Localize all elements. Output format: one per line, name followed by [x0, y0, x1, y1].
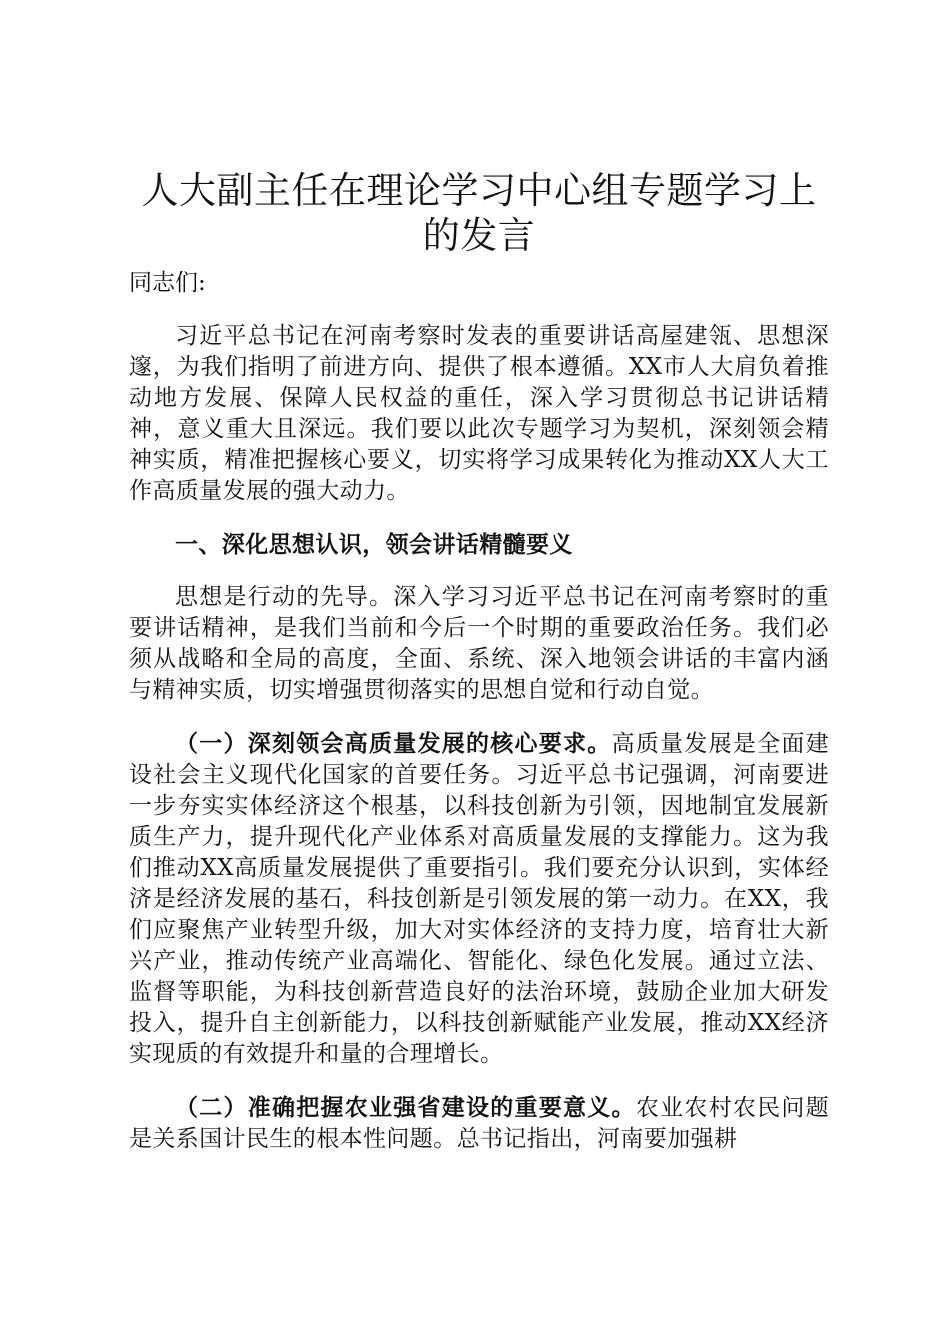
document-title: 人大副主任在理论学习中心组专题学习上的发言: [141, 169, 817, 257]
subsection-2-paragraph: [129, 1092, 829, 1155]
document-page: [129, 168, 829, 1177]
subsection-1-paragraph: [129, 728, 829, 1070]
subsection-1-body: 高质量发展是全面建设社会主义现代化国家的首要任务。习近平总书记强调，河南要进一步夯实实体经济这个根基，以科技创新为引领，因地制宜发展新质生产力，提升现代化产业体系对高质量发展的支撑能力。这为我们推动XX高质量发展提供了重要指引。我们要充分认识到，实体经济是经济发展的基石，科技创新是引领发展的第一动力。在XX，我们应聚焦产业转型升级，加大对实体经济的支持力度，培育壮大新兴产业，推动传统产业高端化、智能化、绿色化发展。通过立法、监督等职能，为科技创新营造良好的法治环境，鼓励企业加大研发投入，提升自主创新能力，以科技创新赋能产业发展，推动XX经济实现质的有效提升和量的合理增长。: [129, 731, 829, 1067]
subsection-2-lead: （二）准确把握农业强省建设的重要意义。: [175, 1094, 636, 1121]
section-1-heading: 一、深化思想认识，领会讲话精髓要义: [175, 531, 573, 558]
salutation: 同志们:: [129, 270, 206, 296]
section-1-paragraph: 思想是行动的先导。深入学习习近平总书记在河南考察时的重要讲话精神，是我们当前和今后一个时期的重要政治任务。我们必须从战略和全局的高度，全面、系统、深入地领会讲话的丰富内涵与精神实质，切实增强贯彻落实的思想自觉和行动自觉。: [129, 584, 829, 703]
subsection-2-body: 农业农村农民问题是关系国计民生的根本性问题。总书记指出，河南要加强耕: [129, 1095, 830, 1152]
intro-paragraph: 习近平总书记在河南考察时发表的重要讲话高屋建瓴、思想深邃，为我们指明了前进方向、提供了根本遵循。XX市人大肩负着推动地方发展、保障人民权益的重任，深入学习贯彻总书记讲话精神，意义重大且深远。我们要以此次专题学习为契机，深刻领会精神实质，精准把握核心要义，切实将学习成果转化为推动XX人大工作高质量发展的强大动力。: [129, 323, 829, 504]
subsection-1-lead: （一）深刻领会高质量发展的核心要求。: [175, 730, 612, 757]
